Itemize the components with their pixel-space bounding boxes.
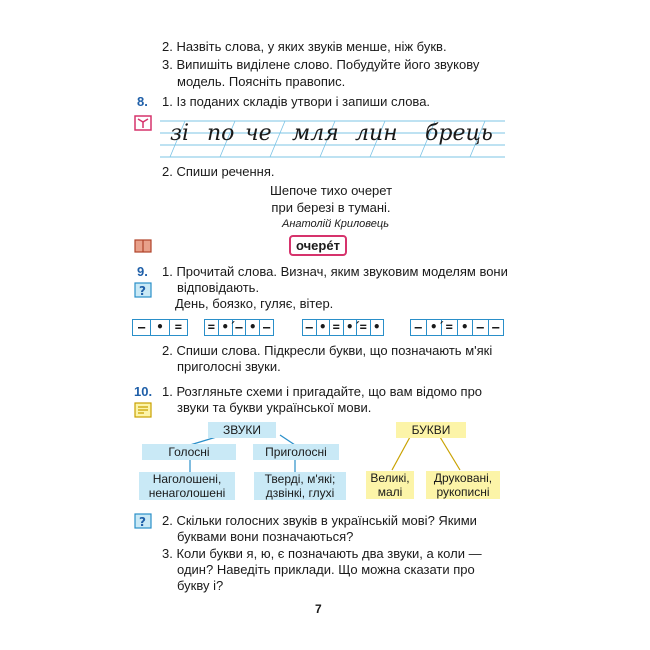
exercise-task: один? Наведіть приклади. Що можна сказати про	[177, 562, 475, 577]
diagram-holosni: Голосні	[142, 444, 236, 460]
poem-line: Шепоче тихо очерет	[269, 183, 393, 198]
syllable: мля	[292, 121, 339, 146]
exercise-number: 10.	[134, 384, 153, 399]
syllable: зі	[170, 121, 190, 146]
syllable: брець	[425, 121, 493, 146]
diagram-holosni-sub: Наголошені, ненаголошені	[139, 472, 235, 500]
svg-text:?: ?	[139, 284, 146, 298]
syllable: лин	[355, 121, 398, 146]
exercise-number: 8.	[137, 94, 148, 109]
highlight-word: очерéт	[289, 235, 347, 256]
exercise-number: 9.	[137, 264, 148, 279]
exercise-task: буквами вони позначаються?	[177, 529, 354, 544]
poem-author: Анатолій Криловець	[282, 218, 389, 230]
exercise-task: 2. Спиши слова. Підкресли букви, що позначають м'які	[162, 343, 493, 358]
exercise-task: звуки та букви української мови.	[177, 400, 372, 415]
svg-text:?: ?	[139, 515, 146, 529]
page-number: 7	[315, 602, 322, 616]
book-icon	[134, 238, 152, 254]
exercise-task: відповідають.	[177, 280, 260, 295]
sound-model: – •́ = • – –	[410, 319, 504, 336]
diagram-zvuky: ЗВУКИ	[208, 422, 276, 438]
syllable: по	[207, 121, 235, 146]
sound-model: – • =	[132, 319, 188, 336]
exercise-task: 1. Розгляньте схеми і пригадайте, що вам відомо про	[162, 384, 483, 399]
exercise-task: 3. Коли букви я, ю, є позначають два звуки, а коли —	[162, 546, 482, 561]
question-icon	[134, 513, 152, 529]
write-icon	[134, 115, 152, 131]
sound-model: = •́ – • –	[204, 319, 274, 336]
diagram-bukvy-sub: Друковані, рукописні	[426, 471, 500, 499]
poem-line: при березі в тумані.	[271, 200, 391, 215]
exercise-task: 2. Скільки голосних звуків в українській мові? Якими	[162, 513, 477, 528]
diagram-pryholosni: Приголосні	[253, 444, 339, 460]
exercise-task: 2. Спиши речення.	[162, 164, 275, 179]
exercise-task: 1. Із поданих складів утвори і запиши слова.	[162, 94, 431, 109]
discuss-icon	[134, 402, 152, 418]
exercise-task: 1. Прочитай слова. Визнач, яким звуковим моделям вони	[162, 264, 508, 279]
question-icon	[134, 282, 152, 298]
sound-model: – • = •́ = •	[302, 319, 384, 336]
diagram-pryholosni-sub: Тверді, м'які; дзвінкі, глухі	[254, 472, 346, 500]
word-list: День, боязко, гуляє, вітер.	[175, 296, 334, 311]
task-line: 3. Випишіть виділене слово. Побудуйте його звукову	[162, 57, 480, 72]
task-line: 2. Назвіть слова, у яких звуків менше, ніж букв.	[162, 39, 447, 54]
diagram-bukvy: БУКВИ	[396, 422, 466, 438]
exercise-task: букву і?	[177, 578, 224, 593]
syllable: че	[245, 121, 272, 146]
diagram-bukvy-sub: Великі, малі	[366, 471, 414, 499]
exercise-task: приголосні звуки.	[177, 359, 281, 374]
task-line: модель. Поясніть правопис.	[177, 74, 346, 89]
